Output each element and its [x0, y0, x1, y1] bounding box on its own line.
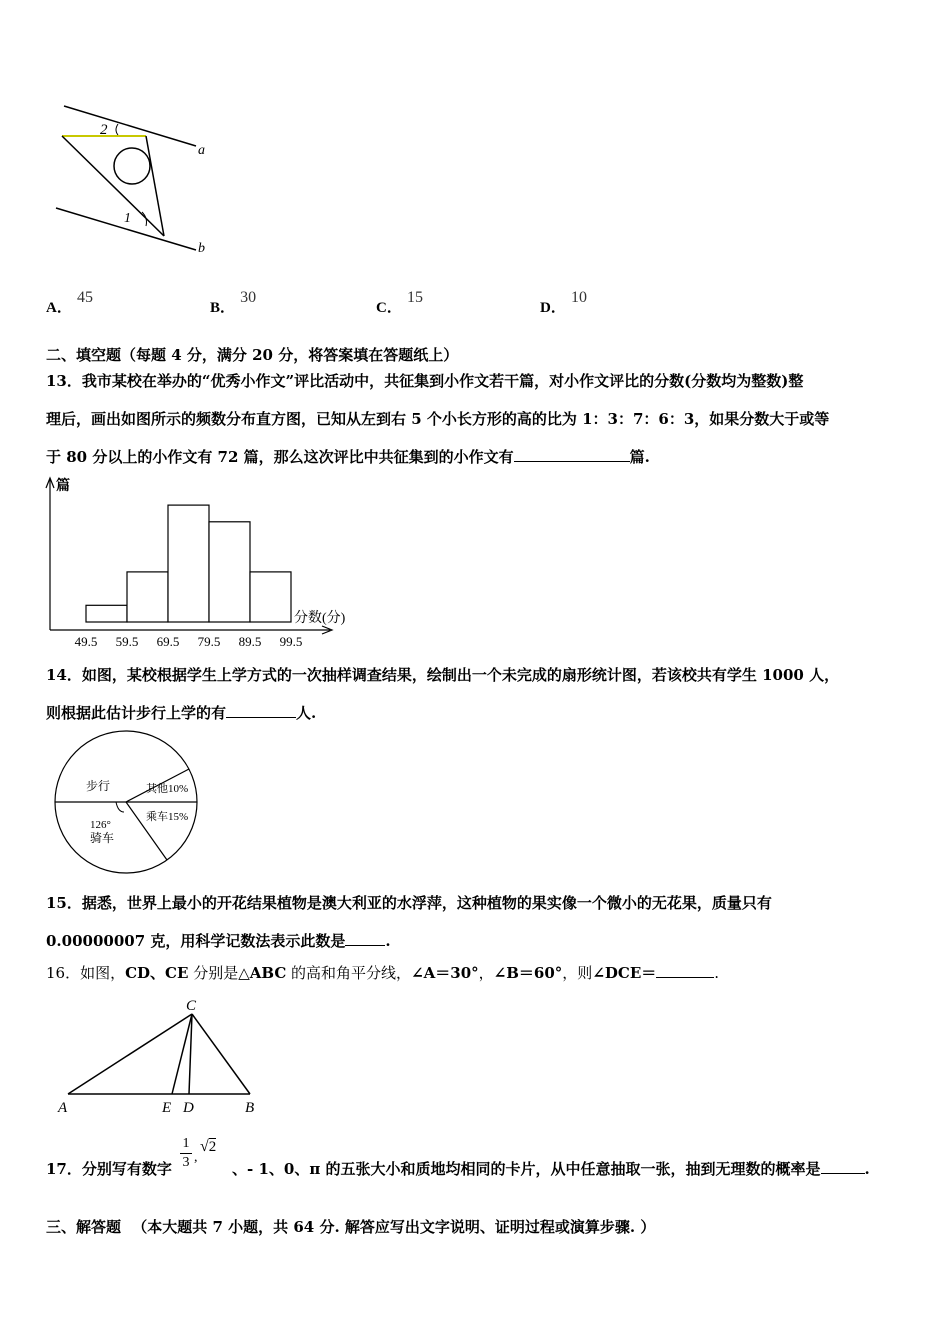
side-bc [192, 1014, 250, 1094]
q15-answer-blank[interactable] [345, 931, 385, 946]
section3-title: 三、解答题 [46, 1218, 122, 1236]
q14-answer-blank[interactable] [226, 703, 296, 718]
transport-pie-chart [50, 730, 202, 876]
x-axis-label: 分数(分) [294, 611, 346, 626]
histogram-bar-5 [250, 572, 291, 622]
q16-abc: △ABC [238, 964, 287, 982]
q13-answer-blank[interactable] [514, 447, 630, 462]
q15-line2-text: 0.00000007 克，用科学记数法表示此数是 [46, 932, 346, 950]
histogram-bar-1 [86, 605, 127, 622]
option-a-letter: A． [46, 300, 72, 316]
pie-label-bus: 乘车15% [146, 811, 189, 823]
histogram-bar-4 [209, 522, 250, 622]
vertex-a-label: A [58, 1100, 68, 1116]
q16-sep: ， [478, 964, 494, 982]
option-c-letter: C． [376, 300, 402, 316]
q17-text-after [232, 1158, 870, 1179]
q17-comma: , [194, 1150, 198, 1165]
q16-dce: ∠DCE＝ [592, 964, 657, 982]
q13-line3-text: 于 80 分以上的小作文有 72 篇，那么这次评比中共征集到的小作文有 [46, 448, 514, 466]
q17-fraction [180, 1136, 192, 1171]
q14-line2 [46, 702, 316, 723]
x-tick-label: 59.5 [115, 634, 139, 649]
point-d-label: D [183, 1100, 194, 1116]
q17-end: . [864, 1160, 870, 1178]
q17-sqrt [200, 1138, 216, 1156]
q16-cd-ce: CD、CE [125, 964, 189, 982]
label-b: b [198, 241, 205, 256]
q13-line2: 理后，画出如图所示的频数分布直方图，已知从左到右 5 个小长方形的高的比为 1：3：7：6：3，如果分数大于或等 [46, 410, 830, 428]
parallel-lines-triangle-figure [48, 98, 223, 258]
q16-mid1: 分别是 [188, 964, 239, 982]
x-tick-label: 89.5 [238, 634, 262, 649]
label-a: a [198, 143, 205, 158]
vertex-c-label: C [186, 998, 197, 1014]
q12-option-c[interactable] [376, 286, 423, 316]
section2-title: 二、填空题（每题 4 分，满分 20 分，将答案填在答题纸上） [46, 346, 459, 364]
q13-line3 [46, 446, 650, 467]
q15-line1: 15．据悉，世界上最小的开花结果植物是澳大利亚的水浮萍，这种植物的果实像一个微小的无花果，质量只有 [46, 894, 772, 912]
q14-line2-text: 则根据此估计步行上学的有 [46, 704, 227, 722]
q16-line [46, 962, 719, 983]
q13-line1: 13．我市某校在举办的“优秀小作文”评比活动中，共征集到小作文若干篇，对小作文评比的分数(分数均为整数)整 [46, 372, 804, 390]
q17-answer-blank[interactable] [821, 1159, 865, 1174]
q17-text-before: 17．分别写有数字 [46, 1160, 172, 1178]
option-a-value: 45 [76, 289, 93, 306]
section3-header [46, 1216, 655, 1237]
option-d-letter: D． [540, 300, 566, 316]
q16-end: . [714, 964, 720, 982]
q12-option-b[interactable] [210, 286, 257, 316]
q17-sqrt-sign: √ [200, 1138, 209, 1155]
histogram-bar-3 [168, 505, 209, 622]
q16-mid3: ，则 [562, 964, 593, 982]
q17-fraction-numerator: 1 [182, 1136, 190, 1151]
option-b-letter: B． [210, 300, 236, 316]
q16-prefix: 16．如图， [46, 964, 126, 982]
pie-label-other: 其他10% [146, 783, 189, 795]
pie-label-bike-angle: 126° [90, 819, 111, 831]
q14-line1: 14．如图，某校根据学生上学方式的一次抽样调查结果，绘制出一个未完成的扇形统计图，若该校共有学生 1000 人， [46, 666, 840, 684]
q16-mid2: 的高和角平分线， [286, 964, 412, 982]
histogram-bar-2 [127, 572, 168, 622]
option-d-value: 10 [570, 289, 587, 306]
x-tick-label: 49.5 [74, 634, 98, 649]
q17-sqrt-radicand: 2 [208, 1139, 217, 1155]
triangle-inner-circle [114, 148, 150, 184]
angle2-label: 2 [100, 122, 108, 138]
point-e-label: E [162, 1100, 172, 1116]
angle1-label: 1 [124, 211, 131, 226]
q13-line3-end: 篇. [629, 448, 650, 466]
pie-label-walk: 步行 [86, 779, 111, 793]
q12-option-d[interactable] [540, 286, 587, 316]
x-tick-label: 79.5 [197, 634, 221, 649]
angle2-arc [116, 124, 118, 135]
line-a [64, 106, 196, 146]
vertex-b-label: B [245, 1100, 255, 1116]
x-tick-label: 69.5 [156, 634, 180, 649]
pie-angle-arc [116, 802, 124, 812]
triangle-abc-figure [52, 996, 272, 1120]
q14-line2-end: 人. [296, 704, 317, 722]
section3-desc: （本大题共 7 小题，共 64 分. 解答应写出文字说明、证明过程或演算步骤. ） [132, 1218, 656, 1236]
side-ac [68, 1014, 192, 1094]
q16-answer-blank[interactable] [656, 963, 714, 978]
pie-label-bike: 骑车 [90, 831, 115, 845]
q12-option-a[interactable] [46, 286, 93, 316]
frequency-histogram [40, 474, 370, 650]
q16-angle-a: ∠A＝30° [411, 964, 479, 982]
y-axis-label: 篇 [56, 479, 70, 494]
option-c-value: 15 [406, 289, 423, 306]
q17-fraction-bar [180, 1153, 192, 1154]
option-b-value: 30 [240, 289, 257, 306]
q16-angle-b: ∠B＝60° [493, 964, 563, 982]
q15-line2-end: . [385, 932, 391, 950]
q15-line2 [46, 930, 391, 951]
x-tick-label: 99.5 [279, 634, 303, 649]
q17-fraction-denominator: 3 [182, 1155, 190, 1170]
q17-text-after-content: 、- 1、0、π 的五张大小和质地均相同的卡片，从中任意抽取一张，抽到无理数的概率是 [232, 1160, 821, 1178]
